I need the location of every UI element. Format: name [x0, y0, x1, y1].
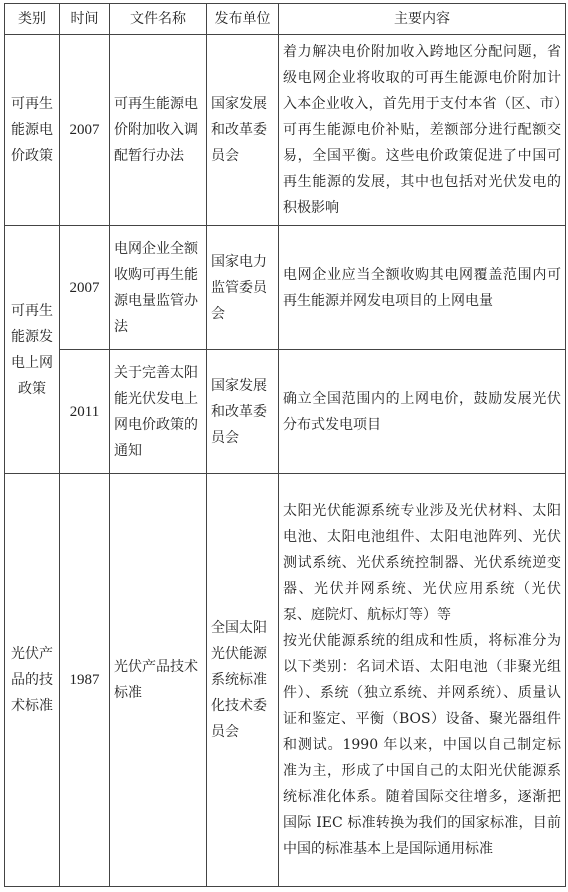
content-cell: [279, 226, 566, 350]
content-paragraph: 着力解决电价附加收入跨地区分配问题，省级电网企业将收取的可再生能源电价附加计入本企业收入，首先用于支付本省（区、市）可再生能源电价补贴，差额部分进行配额交易，全国平衡。这些电价政策促进了中国可再生能源的发展，其中也包括对光伏发电的积极影响: [283, 44, 561, 216]
publisher-cell: 国家电力监管委员会: [207, 226, 279, 350]
content-paragraph: 太阳光伏能源系统专业涉及光伏材料、太阳电池、太阳电池组件、太阳电池阵列、光伏测试系统、光伏系统控制器、光伏系统逆变器、光伏并网系统、光伏应用系统（光伏泵、庭院灯、航标灯等）等: [283, 503, 561, 623]
table-row: [5, 350, 566, 474]
category-cell: 可再生能源发电上网政策: [5, 226, 60, 474]
document-cell: 光伏产品技术标准: [110, 474, 207, 887]
publisher-cell: 国家发展和改革委员会: [207, 35, 279, 226]
content-cell: [279, 350, 566, 474]
category-cell: 光伏产品的技术标准: [5, 474, 60, 887]
content-paragraph: 电网企业应当全额收购其电网覆盖范围内可再生能源并网发电项目的上网电量: [283, 266, 561, 309]
policy-table: [4, 3, 566, 887]
header-content: 主要内容: [279, 4, 566, 35]
category-cell: 可再生能源电价政策: [5, 35, 60, 226]
header-document: 文件名称: [110, 4, 207, 35]
document-cell: 可再生能源电价附加收入调配暂行办法: [110, 35, 207, 226]
header-row: [5, 4, 566, 35]
header-category: 类别: [5, 4, 60, 35]
document-cell: 电网企业全额收购可再生能源电量监管办法: [110, 226, 207, 350]
table-row: [5, 35, 566, 226]
document-cell: 关于完善太阳能光伏发电上网电价政策的通知: [110, 350, 207, 474]
content-paragraph: 确立全国范围内的上网电价，鼓励发展光伏分布式发电项目: [283, 390, 561, 433]
publisher-cell: 全国太阳光伏能源系统标准化技术委员会: [207, 474, 279, 887]
content-cell: [279, 474, 566, 887]
year-cell: 2011: [60, 350, 110, 474]
year-cell: 2007: [60, 226, 110, 350]
year-cell: 2007: [60, 35, 110, 226]
content-paragraph: 按光伏能源系统的组成和性质，将标准分为以下类别：名词术语、太阳电池（非聚光组件）、系统（独立系统、并网系统）、质量认证和鉴定、平衡（BOS）设备、聚光器组件和测试。1990 年以来，中国以自己制定标准为主，形成了中国自己的太阳光伏能源系统标准化体系。随着国际交往增多，逐渐把国际 IEC 标准转换为我们的国家标准，目前中国的标准基本上是国际通用标准: [283, 633, 561, 857]
table-row: [5, 474, 566, 887]
header-publisher: 发布单位: [207, 4, 279, 35]
table-row: [5, 226, 566, 350]
publisher-cell: 国家发展和改革委员会: [207, 350, 279, 474]
content-cell: [279, 35, 566, 226]
header-year: 时间: [60, 4, 110, 35]
year-cell: 1987: [60, 474, 110, 887]
